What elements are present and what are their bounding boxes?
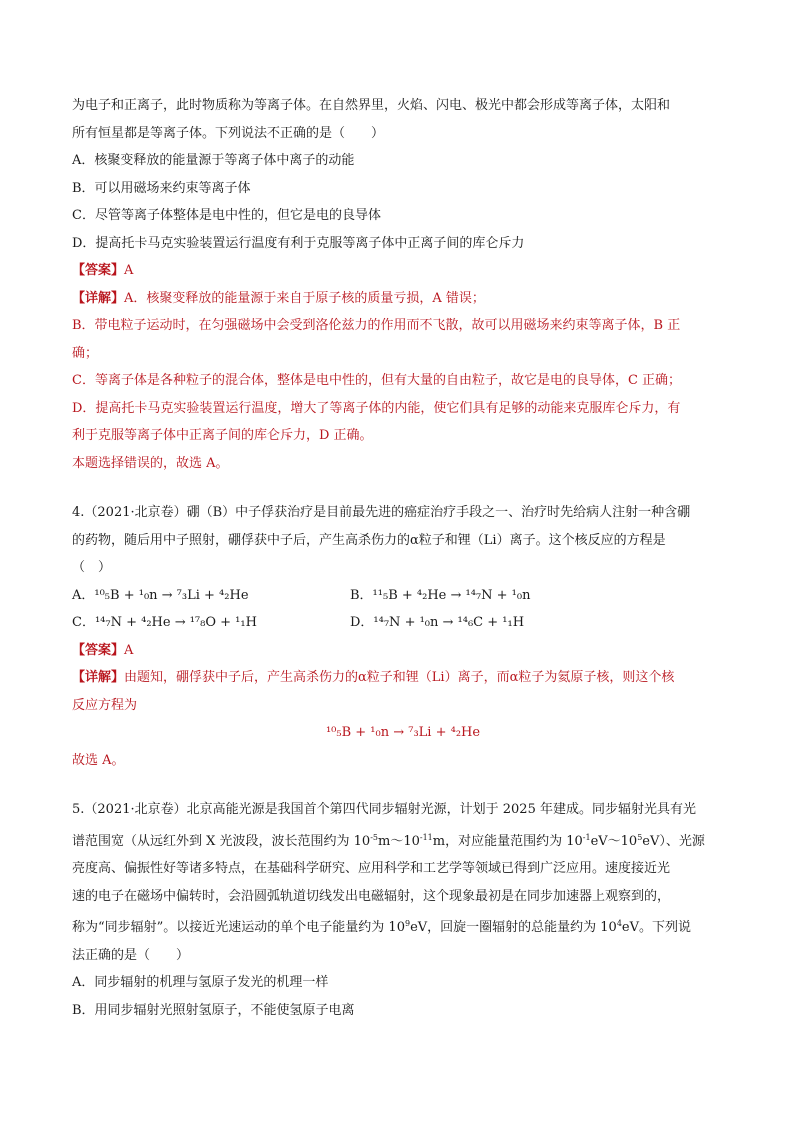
answer-tag: 【答案】 bbox=[72, 642, 125, 658]
question-stem-line: 5.（2021·北京卷）北京高能光源是我国首个第四代同步辐射光源，计划于 2025 年建成。同步辐射光具有光 bbox=[72, 802, 696, 817]
detail-tag: 【详解】 bbox=[72, 290, 125, 306]
question-stem-line: 4.（2021·北京卷）硼（B）中子俘获治疗是目前最先进的癌症治疗手段之一、治疗时先给病人注射一种含硼 bbox=[72, 505, 691, 520]
detail-line: B．带电粒子运动时，在匀强磁场中会受到洛伦兹力的作用而不飞散，故可以用磁场来约束等离子体，B 正 bbox=[72, 318, 681, 333]
option-a: A．¹⁰₅B + ¹₀n → ⁷₃Li + ⁴₂He bbox=[72, 587, 249, 603]
question-stem-line: 速的电子在磁场中偏转时，会沿圆弧轨道切线发出电磁辐射，这个现象最初是在同步加速器上观察到的， bbox=[72, 888, 671, 904]
question-stem-line: 谱范围宽（从远红外到 X 光波段，波长范围约为 $10^{-5}m\sim 10^{-11}m$，对应能量范围约为 $10^{-1}eV\sim 10^5eV$）、光源 bbox=[72, 832, 705, 849]
options-row bbox=[72, 582, 724, 610]
detail-line: C．等离子体是各种粒子的混合体，整体是电中性的，但有大量的自由粒子，故它是电的良导体，C 正确； bbox=[72, 373, 682, 388]
question-stem-line: 所有恒星都是等离子体。下列说法不正确的是（ ） bbox=[72, 125, 385, 141]
question-stem-line: 称为“同步辐射”。以接近光速运动的单个电子能量约为 $10^9eV$，回旋一圈辐射的总能量约为 $10^4eV$。下列说 bbox=[72, 919, 692, 935]
option-c: C．¹⁴₇N + ⁴₂He → ¹⁷₈O + ¹₁H bbox=[72, 615, 257, 630]
detail-tag: 【详解】 bbox=[72, 670, 125, 685]
question-3 bbox=[72, 92, 724, 477]
option-b: B．可以用磁场来约束等离子体 bbox=[72, 180, 251, 196]
conclusion-line: 故选 A。 bbox=[72, 752, 125, 768]
question-stem-line: 亮度高、偏振性好等诸多特点，在基础科学研究、应用科学和工艺学等领域已得到广泛应用。速度接近光 bbox=[72, 861, 671, 876]
question-stem-line: 为电子和正离子，此时物质称为等离子体。在自然界里，火焰、闪电、极光中都会形成等离子体，太阳和 bbox=[72, 98, 671, 113]
option-a: A．核聚变释放的能量源于等离子体中离子的动能 bbox=[72, 153, 355, 168]
question-4 bbox=[72, 499, 724, 774]
detail-line: 【详解】由题知，硼俘获中子后，产生高杀伤力的α粒子和锂（Li）离子，而α粒子为氦原子核，则这个核 bbox=[72, 670, 675, 685]
answer-value: A bbox=[124, 263, 134, 278]
answer-line bbox=[72, 257, 724, 285]
question-stem-line: 法正确的是（ ） bbox=[72, 947, 190, 963]
question-stem-line: （ ） bbox=[72, 560, 112, 575]
question-stem-line: 的药物，随后用中子照射，硼俘获中子后，产生高杀伤力的α粒子和锂（Li）离子。这个核反应的方程是 bbox=[72, 532, 666, 548]
detail-line: D．提高托卡马克实验装置运行温度，增大了等离子体的内能，使它们具有足够的动能来克服库仑斥力，有 bbox=[72, 400, 681, 416]
option-b: B．用同步辐射光照射氢原子，不能使氢原子电离 bbox=[72, 1002, 355, 1018]
options-row bbox=[72, 609, 724, 637]
detail-line: 【详解】A．核聚变释放的能量源于来自于原子核的质量亏损，A 错误； bbox=[72, 290, 485, 306]
answer-line bbox=[72, 637, 724, 665]
question-5 bbox=[72, 796, 724, 1024]
detail-line: 确； bbox=[72, 345, 99, 361]
option-b: B．¹¹₅B + ⁴₂He → ¹⁴₇N + ¹₀n bbox=[350, 587, 531, 603]
answer-value: A bbox=[124, 642, 134, 658]
option-d: D．¹⁴₇N + ¹₀n → ¹⁴₆C + ¹₁H bbox=[350, 615, 525, 630]
page-content bbox=[72, 92, 724, 1024]
detail-line: 利于克服等离子体中正离子间的库仑斥力，D 正确。 bbox=[72, 428, 373, 443]
answer-tag: 【答案】 bbox=[72, 263, 125, 278]
option-c: C．尽管等离子体整体是电中性的，但它是电的良导体 bbox=[72, 208, 381, 223]
reaction-equation: ¹⁰₅B + ¹₀n → ⁷₃Li + ⁴₂He bbox=[325, 725, 481, 740]
option-a: A．同步辐射的机理与氢原子发光的机理一样 bbox=[72, 975, 329, 990]
detail-line: 本题选择错误的，故选 A。 bbox=[72, 455, 229, 471]
option-d: D．提高托卡马克实验装置运行温度有利于克服等离子体中正离子间的库仑斥力 bbox=[72, 235, 525, 251]
detail-line: 反应方程为 bbox=[72, 697, 138, 713]
